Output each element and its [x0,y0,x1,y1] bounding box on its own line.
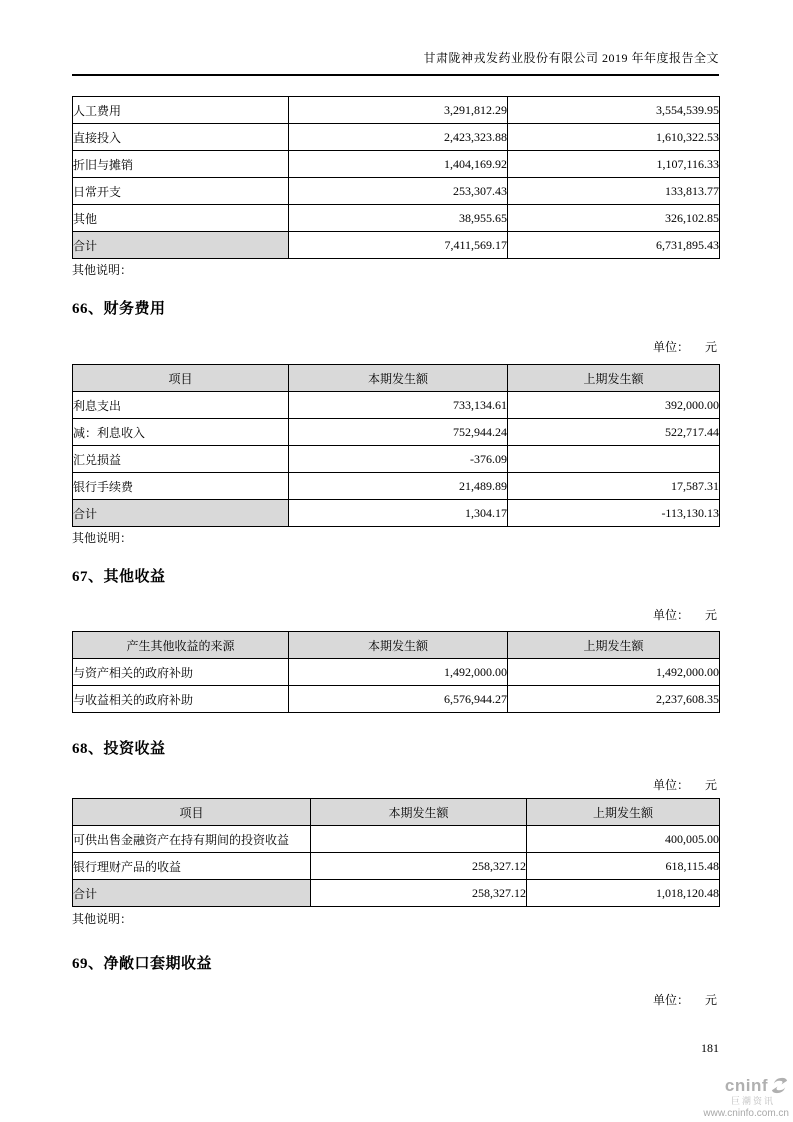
header-cell: 本期发生额 [289,632,508,659]
total-row [73,500,720,527]
header-cell: 本期发生额 [311,799,527,826]
unit-label: 单位： [652,340,689,354]
section-title-69: 69、净敞口套期收益 [72,956,213,972]
header-cell: 上期发生额 [527,799,720,826]
total-label-cell: 合计 [73,880,311,907]
table-row [73,419,720,446]
total-prior-cell: 6,731,895.43 [508,232,720,259]
total-label-cell: 合计 [73,500,289,527]
unit-label: 单位： [652,608,689,622]
table-row [73,392,720,419]
row-prior-cell: 17,587.31 [508,473,720,500]
row-prior-cell: 2,237,608.35 [508,686,720,713]
unit-value: 元 [704,340,717,354]
header-cell: 项目 [73,799,311,826]
row-current-cell: 1,404,169.92 [289,151,508,178]
header-cell: 上期发生额 [508,632,720,659]
total-row [73,880,720,907]
header-cell: 产生其他收益的来源 [73,632,289,659]
rd-expense-table [72,96,720,259]
note-other-description: 其他说明： [72,531,133,545]
unit-value: 元 [704,608,717,622]
unit-note [72,339,719,355]
cninfo-name: 巨潮资讯 [730,1096,775,1106]
table-row [73,446,720,473]
row-label-cell: 可供出售金融资产在持有期间的投资收益 [73,826,311,853]
header-cell: 本期发生额 [289,365,508,392]
note-other-description: 其他说明： [72,912,133,926]
row-prior-cell [508,446,720,473]
total-label-cell: 合计 [73,232,289,259]
unit-note [72,777,719,793]
unit-note [72,607,719,623]
row-current-cell: 6,576,944.27 [289,686,508,713]
row-current-cell: 1,492,000.00 [289,659,508,686]
total-prior-cell: 1,018,120.48 [527,880,720,907]
row-label-cell: 汇兑损益 [73,446,289,473]
row-prior-cell: 1,610,322.53 [508,124,720,151]
table-row [73,853,720,880]
row-current-cell: -376.09 [289,446,508,473]
section-title-66: 66、财务费用 [72,301,166,317]
row-label-cell: 减：利息收入 [73,419,289,446]
investment-income-table [72,798,720,907]
row-label-cell: 银行手续费 [73,473,289,500]
page-number: 181 [701,1041,719,1055]
cninfo-url: www.cninfo.com.cn [703,1108,789,1119]
cninfo-logo [703,1076,789,1119]
row-current-cell: 733,134.61 [289,392,508,419]
total-current-cell: 258,327.12 [311,880,527,907]
header-rule [72,74,719,76]
cninfo-brand: cninf [724,1076,768,1095]
row-label-cell: 利息支出 [73,392,289,419]
row-label-cell: 折旧与摊销 [73,151,289,178]
row-label-cell: 日常开支 [73,178,289,205]
row-current-cell: 38,955.65 [289,205,508,232]
row-prior-cell: 400,005.00 [527,826,720,853]
total-current-cell: 7,411,569.17 [289,232,508,259]
table-row [73,826,720,853]
row-current-cell: 21,489.89 [289,473,508,500]
total-current-cell: 1,304.17 [289,500,508,527]
table-row [73,97,720,124]
row-label-cell: 人工费用 [73,97,289,124]
unit-value: 元 [704,778,717,792]
table-row [73,686,720,713]
row-current-cell: 2,423,323.88 [289,124,508,151]
unit-label: 单位： [652,778,689,792]
financial-expense-table [72,364,720,527]
unit-label: 单位： [652,993,689,1007]
row-prior-cell: 392,000.00 [508,392,720,419]
header-row [73,632,720,659]
row-prior-cell: 326,102.85 [508,205,720,232]
row-prior-cell: 618,115.48 [527,853,720,880]
unit-note [72,992,719,1008]
swirl-s-icon [770,1076,789,1095]
other-income-table [72,631,720,713]
row-current-cell: 258,327.12 [311,853,527,880]
section-title-68: 68、投资收益 [72,741,166,757]
row-prior-cell: 1,107,116.33 [508,151,720,178]
row-prior-cell: 522,717.44 [508,419,720,446]
row-current-cell: 3,291,812.29 [289,97,508,124]
header-row [73,799,720,826]
row-current-cell: 752,944.24 [289,419,508,446]
row-label-cell: 与资产相关的政府补助 [73,659,289,686]
note-other-description: 其他说明： [72,263,133,277]
table-row [73,178,720,205]
table-row [73,473,720,500]
total-prior-cell: -113,130.13 [508,500,720,527]
row-label-cell: 银行理财产品的收益 [73,853,311,880]
row-prior-cell: 133,813.77 [508,178,720,205]
unit-value: 元 [704,993,717,1007]
document-header-title: 甘肃陇神戎发药业股份有限公司 2019 年年度报告全文 [423,51,719,65]
table-row [73,151,720,178]
row-label-cell: 与收益相关的政府补助 [73,686,289,713]
table-row [73,205,720,232]
header-cell: 上期发生额 [508,365,720,392]
row-label-cell: 其他 [73,205,289,232]
header-row [73,365,720,392]
row-current-cell: 253,307.43 [289,178,508,205]
row-prior-cell: 1,492,000.00 [508,659,720,686]
total-row [73,232,720,259]
row-current-cell [311,826,527,853]
row-label-cell: 直接投入 [73,124,289,151]
row-prior-cell: 3,554,539.95 [508,97,720,124]
table-row [73,659,720,686]
table-row [73,124,720,151]
header-cell: 项目 [73,365,289,392]
section-title-67: 67、其他收益 [72,569,166,585]
